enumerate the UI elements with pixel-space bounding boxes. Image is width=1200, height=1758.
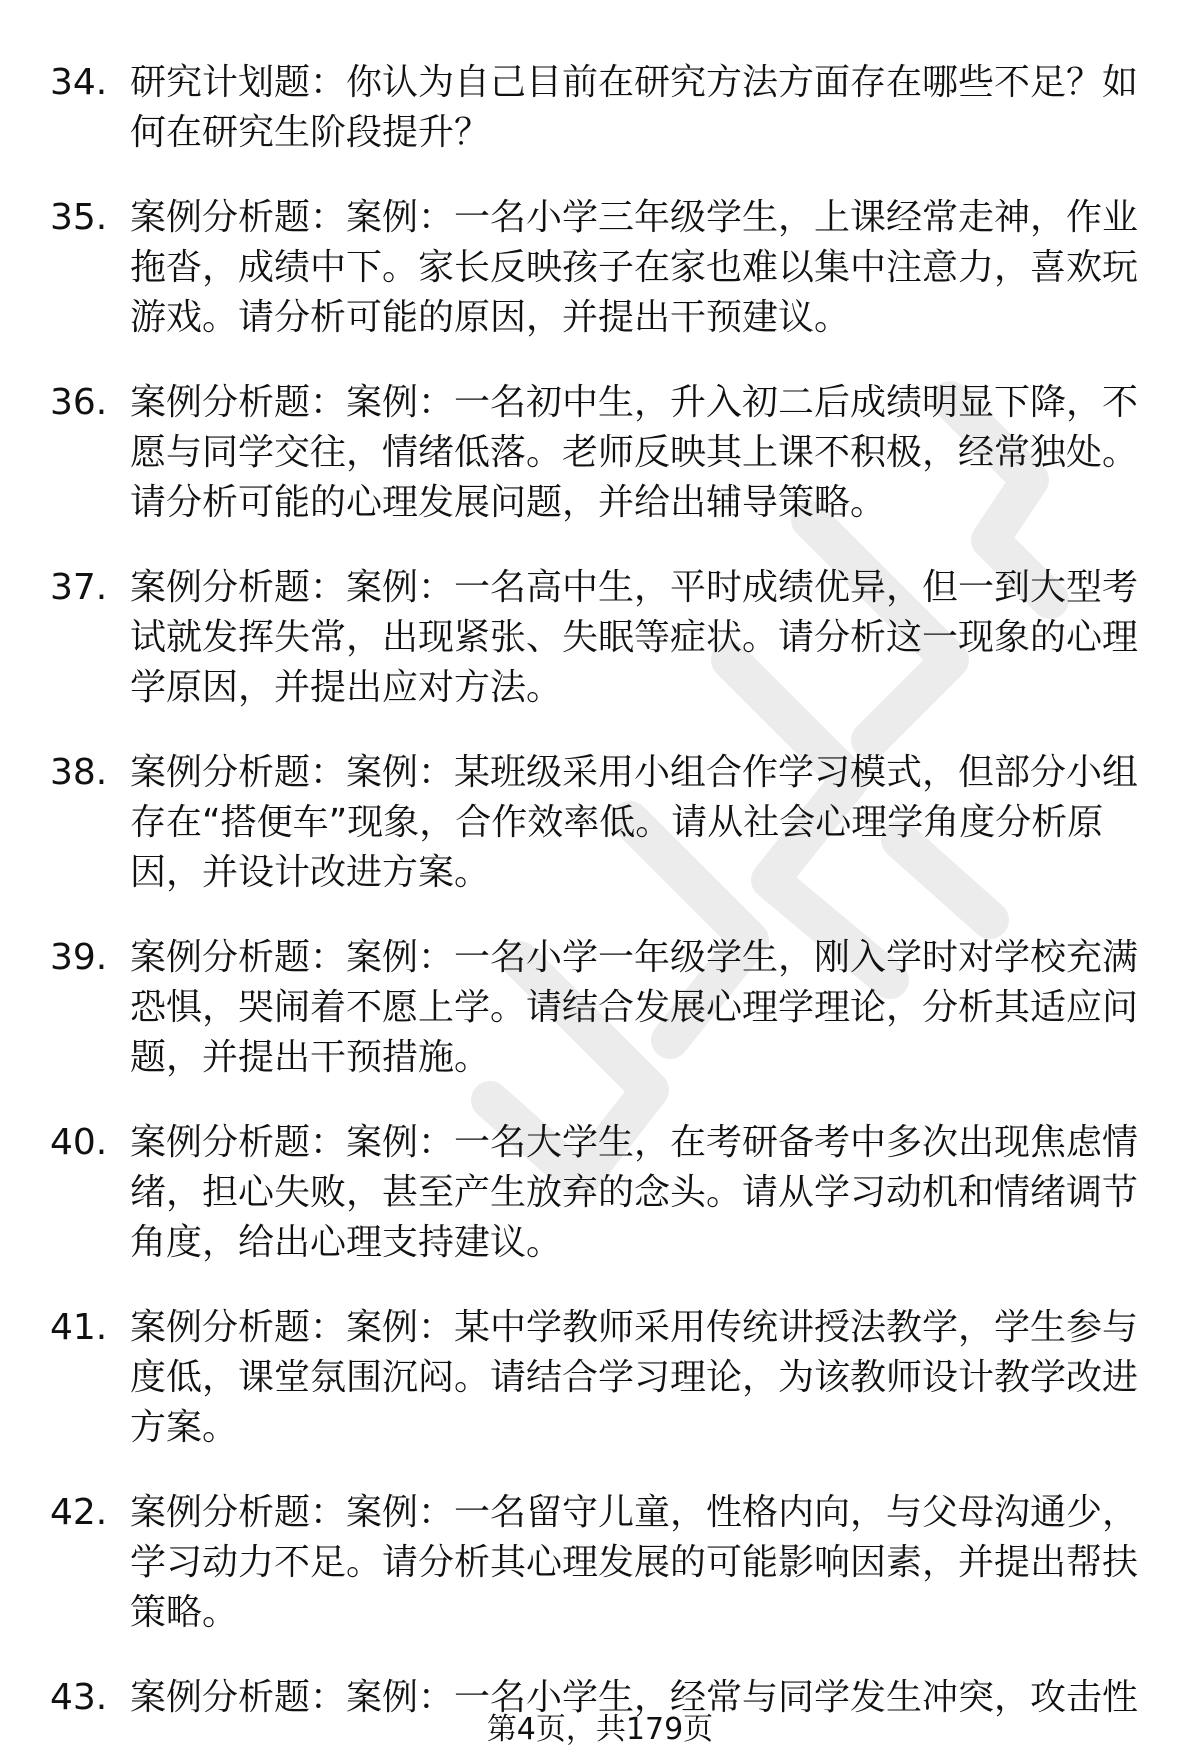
question-text: 案例分析题：案例：某中学教师采用传统讲授法教学，学生参与度低，课堂氛围沉闷。请结合学习理论，为该教师设计教学改进方案。: [130, 1307, 1139, 1448]
question-text: 案例分析题：案例：一名留守儿童，性格内向，与父母沟通少，学习动力不足。请分析其心理发展的可能影响因素，并提出帮扶策略。: [130, 1492, 1139, 1633]
question-text: 研究计划题：你认为自己目前在研究方法方面存在哪些不足？如何在研究生阶段提升？: [130, 62, 1139, 153]
question-text: 案例分析题：案例：一名高中生，平时成绩优异，但一到大型考试就发挥失常，出现紧张、失眠等症状。请分析这一现象的心理学原因，并提出应对方法。: [130, 567, 1139, 708]
question-number: 40.: [50, 1122, 108, 1163]
question-number: 39.: [50, 937, 108, 978]
question-item: [50, 1118, 1150, 1268]
question-item: [50, 58, 1150, 158]
question-item: [50, 933, 1150, 1083]
question-text: 案例分析题：案例：一名小学生，经常与同学发生冲突，攻击性: [130, 1677, 1139, 1718]
page-footer: 第4页，共179页: [486, 1712, 714, 1747]
question-number: 38.: [50, 752, 108, 793]
question-number: 37.: [50, 567, 108, 608]
question-number: 36.: [50, 382, 108, 423]
question-item: [50, 1303, 1150, 1453]
question-text: 案例分析题：案例：某班级采用小组合作学习模式，但部分小组存在“搭便车”现象，合作效率低。请从社会心理学角度分析原因，并设计改进方案。: [130, 752, 1139, 893]
question-text: 案例分析题：案例：一名小学三年级学生，上课经常走神，作业拖沓，成绩中下。家长反映孩子在家也难以集中注意力，喜欢玩游戏。请分析可能的原因，并提出干预建议。: [130, 197, 1139, 338]
question-text: 案例分析题：案例：一名大学生，在考研备考中多次出现焦虑情绪，担心失败，甚至产生放弃的念头。请从学习动机和情绪调节角度，给出心理支持建议。: [130, 1122, 1139, 1263]
question-item: [50, 1488, 1150, 1638]
question-number: 43.: [50, 1677, 108, 1718]
question-number: 35.: [50, 197, 108, 238]
question-number: 41.: [50, 1307, 108, 1348]
question-item: [50, 378, 1150, 528]
question-item: [50, 748, 1150, 898]
question-item: [50, 563, 1150, 713]
question-text: 案例分析题：案例：一名小学一年级学生，刚入学时对学校充满恐惧，哭闹着不愿上学。请结合发展心理学理论，分析其适应问题，并提出干预措施。: [130, 937, 1139, 1078]
question-item: [50, 193, 1150, 343]
question-number: 34.: [50, 62, 108, 103]
question-number: 42.: [50, 1492, 108, 1533]
question-list: [50, 58, 1150, 1758]
question-text: 案例分析题：案例：一名初中生，升入初二后成绩明显下降，不愿与同学交往，情绪低落。老师反映其上课不积极，经常独处。请分析可能的心理发展问题，并给出辅导策略。: [130, 382, 1139, 523]
